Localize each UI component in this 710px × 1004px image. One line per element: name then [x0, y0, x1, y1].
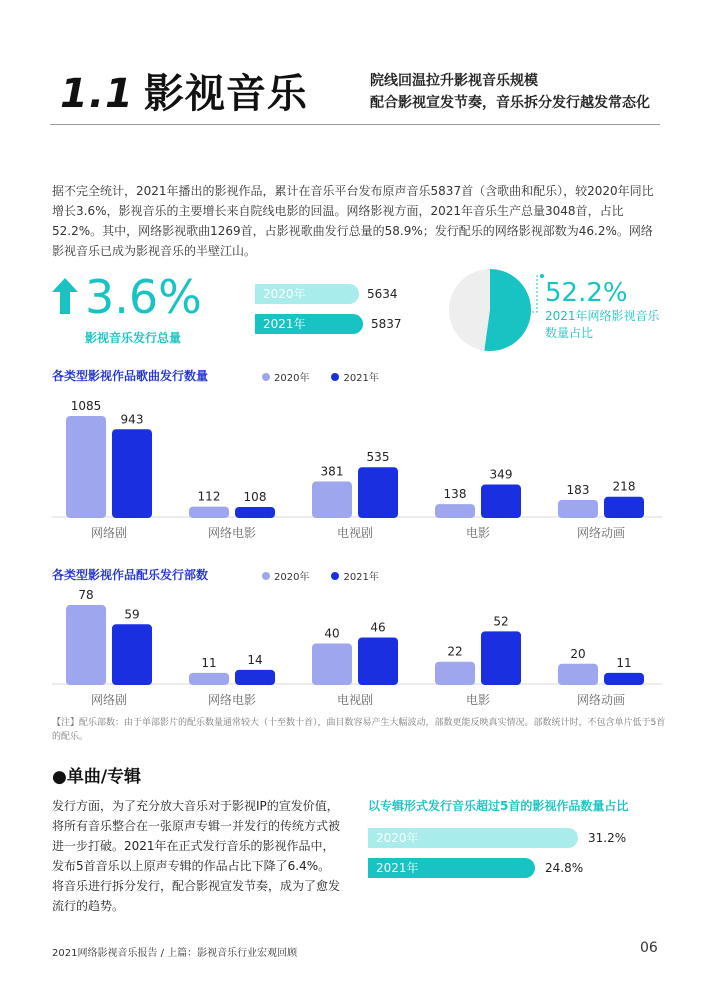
- legend-dot-2020: [262, 572, 270, 580]
- bar-2021-3: [481, 631, 521, 685]
- songs-chart-title: 各类型影视作品歌曲发行数量: [52, 369, 209, 383]
- network-share-percent: 52.2%: [545, 278, 628, 308]
- pie-callout-leader: [528, 274, 544, 314]
- total-bar-1: 2021年: [255, 314, 363, 334]
- bar-2021-4: [604, 673, 644, 685]
- bar-2020-2: [312, 482, 352, 518]
- category-label-4: 网络动画: [576, 693, 626, 707]
- subtitle-line-1: 院线回温拉升影视音乐规模: [370, 73, 538, 89]
- up-arrow-icon: [52, 278, 78, 314]
- legend-dot-2021: [331, 373, 339, 381]
- bar-2021-0: [112, 624, 152, 685]
- growth-caption: 影视音乐发行总量: [85, 331, 182, 345]
- data-label-2020-3: 138: [443, 487, 467, 502]
- intro-paragraph: 据不完全统计，2021年播出的影视作品，累计在音乐平台发布原声音乐5837首（含歌曲和配乐），较2020年同比增长3.6%，影视音乐的主要增长来自院线电影的回温。网络影视方面，2021年音乐生产总量3048首，占比52.2%。其中，网络影视歌曲1269首，占影视歌曲发行总量的58.9%；发行配乐的网络影视部数为46.2%。网络影视音乐已成为影视音乐的半壁江山。: [52, 184, 654, 258]
- bar-2021-0: [112, 429, 152, 518]
- data-label-2020-0: 1085: [70, 399, 102, 414]
- network-share-caption: 2021年网络影视音乐数量占比: [545, 309, 660, 340]
- data-label-2020-1: 11: [201, 655, 217, 670]
- category-label-3: 电影: [465, 693, 491, 707]
- subtitle-line-2: 配合影视宣发节奏，音乐拆分发行越发常态化: [370, 95, 650, 111]
- album-chart-title: 以专辑形式发行音乐超过5首的影视作品数量占比: [368, 799, 629, 813]
- section-body: 发行方面，为了充分放大音乐对于影视IP的宣发价值，将所有音乐整合在一张原声专辑一并发行的传统方式被进一步打破。2021年在正式发行音乐的影视作品中，发布5首音乐以上原声专辑的作品占比下降了6.4%。将音乐进行拆分发行，配合影视宣发节奏，成为了愈发流行的趋势。: [52, 799, 341, 913]
- album-value-1: 24.8%: [545, 861, 584, 875]
- data-label-2020-1: 112: [197, 489, 221, 504]
- footnote: 【注】配乐部数：由于单部影片的配乐数量通常较大（十至数十首），曲目数容易产生大幅波动，部数更能反映真实情况。部数统计时，不包含单片低于5首的配乐。: [52, 718, 666, 742]
- legend-dot-2021: [331, 572, 339, 580]
- category-label-4: 网络动画: [576, 526, 626, 540]
- section-title: 影视音乐: [143, 71, 308, 117]
- bar-2020-4: [558, 664, 598, 685]
- legend-label-2020: 2020年: [274, 373, 310, 384]
- songs-chart-legend: [262, 369, 401, 384]
- category-label-1: 网络电影: [207, 693, 257, 707]
- album-value-0: 31.2%: [588, 831, 627, 845]
- category-label-1: 网络电影: [207, 526, 257, 540]
- section-number: 1.1: [60, 71, 134, 117]
- bar-2020-1: [189, 673, 229, 685]
- bar-2020-4: [558, 500, 598, 518]
- bar-2021-1: [235, 670, 275, 685]
- album-bar-1: 2021年: [368, 858, 535, 878]
- legend-label-2021: 2021年: [343, 373, 379, 384]
- intro-text: [52, 181, 662, 261]
- data-label-2021-1: 14: [247, 652, 263, 667]
- section-heading: ●单曲/专辑: [52, 767, 142, 787]
- data-label-2020-3: 22: [447, 644, 463, 659]
- total-value-1: 5837: [371, 317, 402, 331]
- bar-2020-0: [66, 416, 106, 518]
- footer-text: 2021网络影视音乐报告 / 上篇：影视音乐行业宏观回顾: [52, 948, 298, 959]
- bar-2021-2: [358, 637, 398, 685]
- data-label-2021-4: 11: [616, 655, 632, 670]
- bar-2020-0: [66, 605, 106, 685]
- legend-dot-2020: [262, 373, 270, 381]
- header-divider: [50, 124, 660, 125]
- category-label-0: 网络剧: [90, 693, 128, 707]
- growth-percent: 3.6%: [85, 270, 202, 324]
- category-label-2: 电视剧: [336, 526, 374, 540]
- data-label-2020-0: 78: [78, 588, 94, 603]
- page-title: [60, 62, 308, 119]
- bar-2020-3: [435, 504, 475, 518]
- album-bar-0: 2020年: [368, 828, 578, 848]
- bar-2021-3: [481, 485, 521, 518]
- page-number: 06: [640, 940, 658, 956]
- bar-2021-2: [358, 467, 398, 518]
- bar-2021-4: [604, 497, 644, 518]
- data-label-2021-2: 46: [370, 620, 386, 635]
- data-label-2021-3: 349: [489, 467, 513, 482]
- total-bar-0: 2020年: [255, 284, 359, 304]
- category-label-0: 网络剧: [90, 526, 128, 540]
- legend-label-2020: 2020年: [274, 572, 310, 583]
- category-label-3: 电影: [465, 526, 491, 540]
- data-label-2020-4: 183: [566, 482, 590, 497]
- data-label-2020-4: 20: [570, 646, 586, 661]
- data-label-2020-2: 40: [324, 626, 340, 641]
- total-value-0: 5634: [367, 287, 398, 301]
- legend-label-2021: 2021年: [343, 572, 379, 583]
- bar-2021-1: [235, 507, 275, 518]
- page-subtitle: [370, 70, 650, 114]
- bar-2020-2: [312, 644, 352, 685]
- pie-network-slice: [484, 269, 531, 351]
- data-label-2021-3: 52: [493, 614, 509, 629]
- bar-2020-1: [189, 507, 229, 518]
- category-label-2: 电视剧: [336, 693, 374, 707]
- data-label-2021-0: 943: [120, 412, 144, 427]
- data-label-2021-0: 59: [124, 607, 140, 622]
- score-bar-chart: [52, 588, 662, 712]
- data-label-2021-1: 108: [243, 489, 267, 504]
- network-share-pie: [448, 268, 532, 352]
- bar-2020-3: [435, 662, 475, 685]
- data-label-2020-2: 381: [320, 464, 344, 479]
- data-label-2021-2: 535: [366, 450, 390, 465]
- songs-bar-chart: [52, 388, 662, 548]
- score-chart-legend: [262, 568, 401, 583]
- data-label-2021-4: 218: [612, 479, 636, 494]
- score-chart-title: 各类型影视作品配乐发行部数: [52, 568, 209, 582]
